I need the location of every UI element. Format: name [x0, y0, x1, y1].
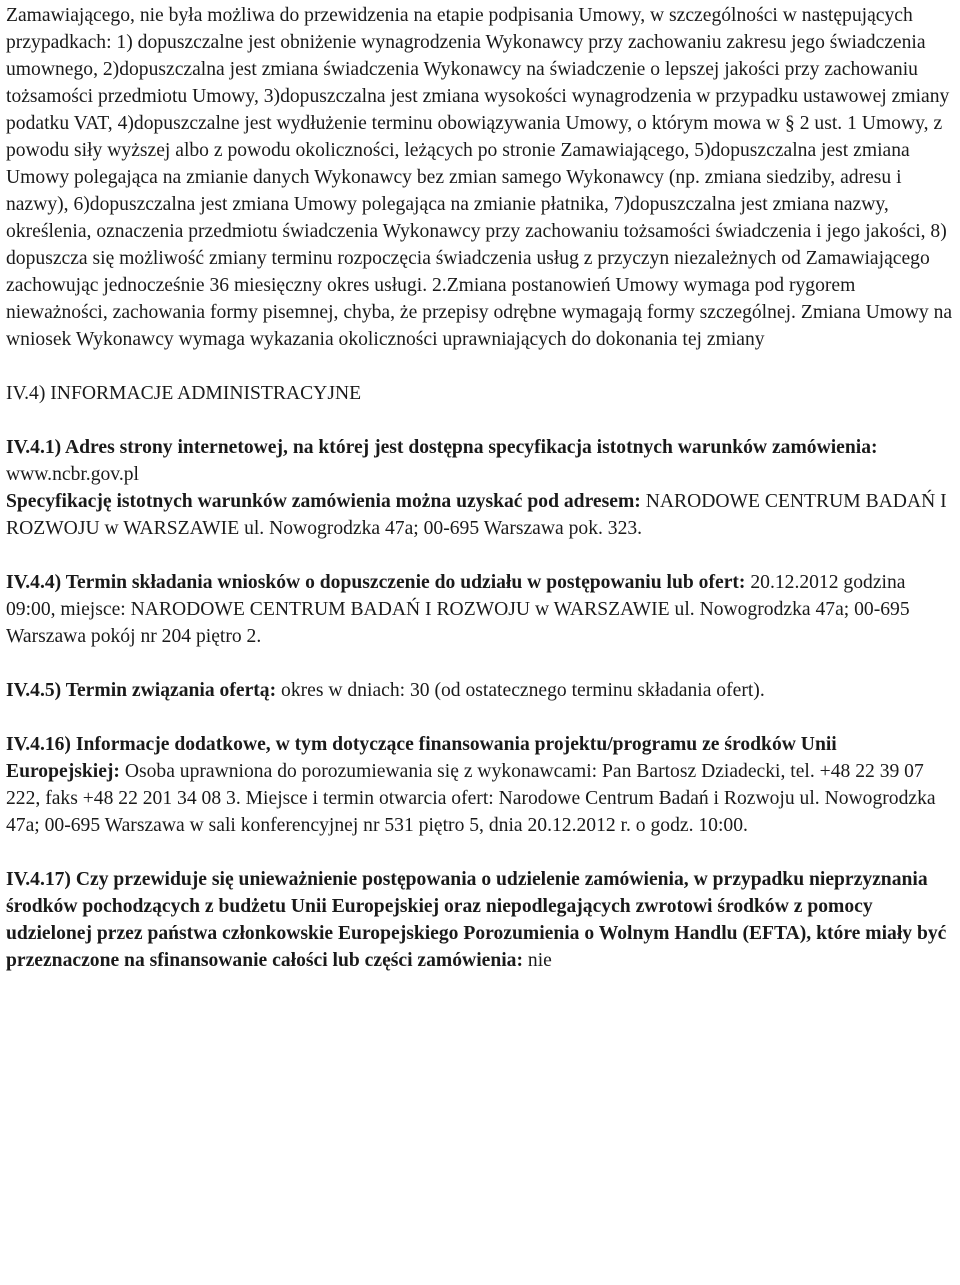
item-iv-4-17 — [6, 866, 954, 974]
item-iv-4-5 — [6, 677, 954, 704]
item-iv-4-1-label2: Specyfikację istotnych warunków zamówienia można uzyskać pod adresem: — [6, 491, 641, 512]
item-iv-4-5-label: IV.4.5) Termin związania ofertą: — [6, 680, 277, 701]
item-iv-4-4-label: IV.4.4) Termin składania wniosków o dopuszczenie do udziału w postępowaniu lub ofert: — [6, 572, 746, 593]
item-iv-4-1-label: IV.4.1) Adres strony internetowej, na której jest dostępna specyfikacja istotnych warunków zamówienia: — [6, 437, 878, 458]
item-iv-4-1 — [6, 434, 954, 542]
item-iv-4-16-label: IV.4.16) Informacje dodatkowe, w tym dotyczące finansowania projektu/programu ze środków Unii Europejskiej: — [6, 734, 837, 782]
item-iv-4-4-value: 20.12.2012 godzina 09:00, miejsce: NARODOWE CENTRUM BADAŃ I ROZWOJU w WARSZAWIE ul. Nowogrodzka 47a; 00-695 Warszawa pokój nr 204 piętro 2. — [6, 572, 910, 647]
intro-paragraph: Zamawiającego, nie była możliwa do przewidzenia na etapie podpisania Umowy, w szczególności w następujących przypadkach: 1) dopuszczalne jest obniżenie wynagrodzenia Wykonawcy przy zachowaniu zakresu jego świadczenia umownego, 2)dopuszczalna jest zmiana świadczenia Wykonawcy na świadczenie o lepszej jakości przy zachowaniu tożsamości przedmiotu Umowy, 3)dopuszczalna jest zmiana wysokości wynagrodzenia w przypadku ustawowej zmiany podatku VAT, 4)dopuszczalne jest wydłużenie terminu obowiązywania Umowy, o którym mowa w § 2 ust. 1 Umowy, z powodu siły wyższej albo z powodu okoliczności, leżących po stronie Zamawiającego, 5)dopuszczalna jest zmiana Umowy polegająca na zmianie danych Wykonawcy bez zmian samego Wykonawcy (np. zmiana siedziby, adresu i nazwy), 6)dopuszczalna jest zmiana Umowy polegająca na zmianie płatnika, 7)dopuszczalna jest zmiana nazwy, określenia, oznaczenia przedmiotu świadczenia Wykonawcy przy zachowaniu tożsamości świadczenia i jego jakości, 8) dopuszcza się możliwość zmiany terminu rozpoczęcia świadczenia usług z przyczyn niezależnych od Zamawiającego zachowując jednocześnie 36 miesięczny okres usługi. 2.Zmiana postanowień Umowy wymaga pod rygorem nieważności, zachowania formy pisemnej, chyba, że przepisy odrębne wymagają formy szczególnej. Zmiana Umowy na wniosek Wykonawcy wymaga wykazania okoliczności uprawniających do dokonania tej zmiany — [6, 5, 953, 350]
item-iv-4-1-line1 — [6, 434, 954, 488]
item-iv-4-4 — [6, 569, 954, 650]
item-iv-4-5-value: okres w dniach: 30 (od ostatecznego terminu składania ofert). — [276, 680, 765, 701]
section-heading: IV.4) INFORMACJE ADMINISTRACYJNE — [6, 383, 362, 404]
item-iv-4-1-line2 — [6, 488, 954, 542]
item-iv-4-1-address: NARODOWE CENTRUM BADAŃ I ROZWOJU w WARSZAWIE ul. Nowogrodzka 47a; 00-695 Warszawa pok. 323. — [6, 491, 947, 539]
item-iv-4-17-label: IV.4.17) Czy przewiduje się unieważnienie postępowania o udzielenie zamówienia, w przypadku nieprzyznania środków pochodzących z budżetu Unii Europejskiej oraz niepodlegających zwrotowi środków z pomocy udzielonej przez państwa członkowskie Europejskiego Porozumienia o Wolnym Handlu (EFTA), które miały być przeznaczone na sfinansowanie całości lub części zamówienia: — [6, 869, 947, 971]
item-iv-4-16 — [6, 731, 954, 839]
item-iv-4-17-value: nie — [523, 950, 552, 971]
item-iv-4-1-url: www.ncbr.gov.pl — [6, 464, 139, 485]
item-iv-4-16-value: Osoba uprawniona do porozumiewania się z wykonawcami: Pan Bartosz Dziadecki, tel. +48 22 39 07 222, faks +48 22 201 34 08 3. Miejsce i termin otwarcia ofert: Narodowe Centrum Badań i Rozwoju ul. Nowogrodzka 47a; 00-695 Warszawa w sali konferencyjnej nr 531 piętro 5, dnia 20.12.2012 r. o godz. 10:00. — [6, 761, 936, 836]
